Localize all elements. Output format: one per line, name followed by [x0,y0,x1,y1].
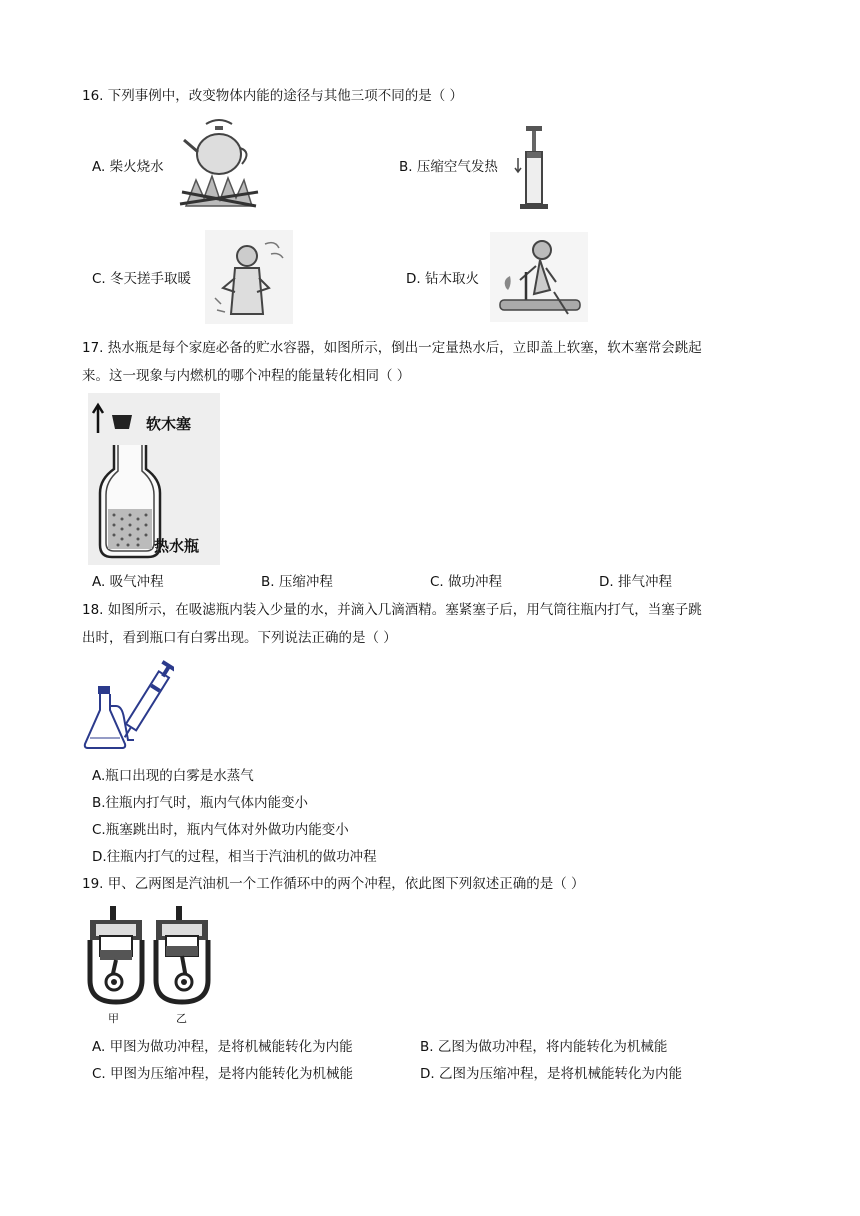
filter-flask-pump-figure [82,660,174,752]
fire-drill-icon [490,232,588,322]
q18-option-b: B.往瓶内打气时，瓶内气体内能变小 [92,795,309,811]
q17-stem-line2: 来。这一现象与内燃机的哪个冲程的能量转化相同（ ） [82,368,411,384]
air-compression-tube-icon [512,122,556,210]
q19-option-b: B. 乙图为做功冲程，将内能转化为机械能 [420,1039,668,1055]
q17-option-b: B. 压缩冲程 [261,574,333,590]
q18-stem-line2: 出时，看到瓶口有白雾出现。下列说法正确的是（ ） [82,630,397,646]
q16-option-d: D. 钻木取火 [406,271,479,287]
engine-yi-label: 乙 [176,1012,187,1025]
q16-option-a: A. 柴火烧水 [92,159,164,175]
q17-option-a: A. 吸气冲程 [92,574,164,590]
q18-option-a: A.瓶口出现的白雾是水蒸气 [92,768,254,784]
engine-jia-icon [90,906,142,1002]
rubbing-hands-icon [205,230,293,324]
q18-option-d: D.往瓶内打气的过程，相当于汽油机的做功冲程 [92,849,377,865]
thermos-figure [88,393,220,565]
engine-jia-label: 甲 [108,1012,119,1025]
q18-stem-line1: 18. 如图所示，在吸滤瓶内装入少量的水，并滴入几滴酒精。塞紧塞子后，用气筒往瓶内打气，当塞子跳 [82,602,702,618]
q19-option-c: C. 甲图为压缩冲程，是将内能转化为机械能 [92,1066,354,1082]
q17-option-d: D. 排气冲程 [599,574,672,590]
q16-option-b: B. 压缩空气发热 [399,159,498,175]
q19-option-a: A. 甲图为做功冲程，是将机械能转化为内能 [92,1039,353,1055]
q17-option-c: C. 做功冲程 [430,574,503,590]
engine-yi-icon [156,906,208,1002]
engine-strokes-figure [86,906,216,1026]
cork-label: 软木塞 [146,415,192,433]
q19-stem: 19. 甲、乙两图是汽油机一个工作循环中的两个冲程，依此图下列叙述正确的是（ ） [82,876,585,892]
q16-stem: 16. 下列事例中，改变物体内能的途径与其他三项不同的是（ ） [82,88,464,104]
thermos-label: 热水瓶 [154,537,200,555]
q16-option-c: C. 冬天搓手取暖 [92,271,192,287]
q19-option-d: D. 乙图为压缩冲程，是将机械能转化为内能 [420,1066,682,1082]
kettle-fire-icon [176,118,262,210]
q17-stem-line1: 17. 热水瓶是每个家庭必备的贮水容器，如图所示，倒出一定量热水后，立即盖上软塞，软木塞常会跳起 [82,340,702,356]
q18-option-c: C.瓶塞跳出时，瓶内气体对外做功内能变小 [92,822,349,838]
